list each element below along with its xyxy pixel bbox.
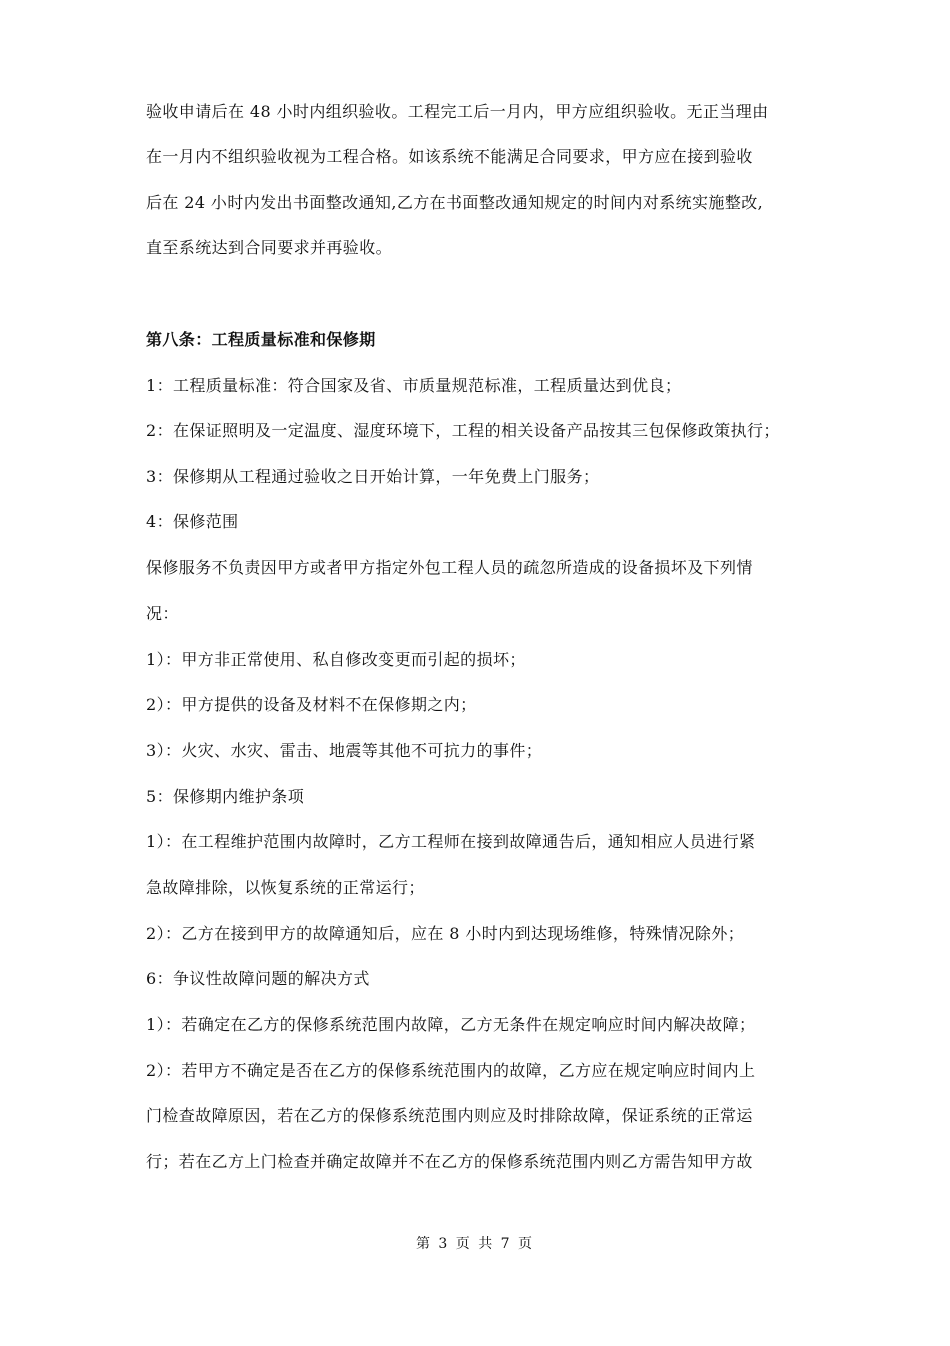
paragraph-line: 1）：若确定在乙方的保修系统范围内故障，乙方无条件在规定响应时间内解决故障； — [146, 1015, 756, 1034]
paragraph-line: 4：保修范围 — [146, 512, 239, 531]
paragraph-line: 直至系统达到合同要求并再验收。 — [146, 238, 393, 257]
paragraph-line: 1：工程质量标准：符合国家及省、市质量规范标准，工程质量达到优良； — [146, 376, 682, 395]
paragraph-line: 行；若在乙方上门检查并确定故障并不在乙方的保修系统范围内则乙方需告知甲方故 — [146, 1152, 753, 1171]
paragraph-line: 2）：若甲方不确定是否在乙方的保修系统范围内的故障，乙方应在规定响应时间内上 — [146, 1061, 756, 1080]
paragraph-line: 2）：乙方在接到甲方的故障通知后，应在 8 小时内到达现场维修，特殊情况除外； — [146, 924, 745, 943]
section-heading: 第八条：工程质量标准和保修期 — [146, 330, 376, 349]
paragraph-line: 1）：甲方非正常使用、私自修改变更而引起的损坏； — [146, 650, 526, 669]
paragraph-line: 在一月内不组织验收视为工程合格。如该系统不能满足合同要求，甲方应在接到验收 — [146, 147, 753, 166]
paragraph-line: 3）：火灾、水灾、雷击、地震等其他不可抗力的事件； — [146, 741, 543, 760]
paragraph-line: 1）：在工程维护范围内故障时，乙方工程师在接到故障通告后，通知相应人员进行紧 — [146, 832, 756, 851]
paragraph-line: 6：争议性故障问题的解决方式 — [146, 969, 370, 988]
paragraph-line: 门检查故障原因，若在乙方的保修系统范围内则应及时排除故障，保证系统的正常运 — [146, 1106, 753, 1125]
paragraph-line: 验收申请后在 48 小时内组织验收。工程完工后一月内，甲方应组织验收。无正当理由 — [146, 102, 769, 121]
paragraph-line: 3：保修期从工程通过验收之日开始计算，一年免费上门服务； — [146, 467, 600, 486]
paragraph-line: 5：保修期内维护条项 — [146, 787, 305, 806]
paragraph-line: 况： — [146, 604, 179, 623]
paragraph-line: 2）：甲方提供的设备及材料不在保修期之内； — [146, 695, 477, 714]
paragraph-line: 急故障排除，以恢复系统的正常运行； — [146, 878, 425, 897]
paragraph-line: 2：在保证照明及一定温度、湿度环境下，工程的相关设备产品按其三包保修政策执行； — [146, 421, 780, 440]
paragraph-line: 后在 24 小时内发出书面整改通知,乙方在书面整改通知规定的时间内对系统实施整改, — [146, 193, 764, 212]
page-number-footer: 第 3 页 共 7 页 — [415, 1236, 535, 1252]
paragraph-line: 保修服务不负责因甲方或者甲方指定外包工程人员的疏忽所造成的设备损坏及下列情 — [146, 558, 753, 577]
